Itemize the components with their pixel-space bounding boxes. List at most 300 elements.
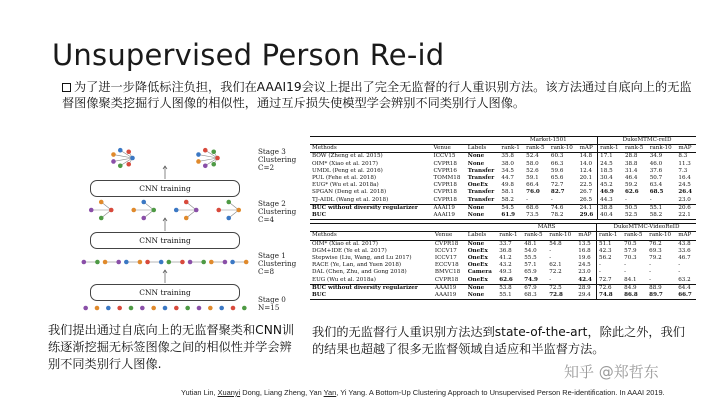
- table-cell: 46.9: [598, 189, 623, 196]
- table-cell: 52.4: [526, 153, 539, 160]
- table-cell: 66.3: [550, 160, 564, 167]
- table-cell: 66.4: [526, 182, 539, 189]
- table-cell: 70.5: [624, 240, 637, 247]
- table-cell: 46.0: [649, 160, 663, 167]
- reference-link-xuanyi: Xuanyi: [217, 388, 241, 397]
- cluster-node: [145, 260, 150, 265]
- table-cell: 78.2: [550, 212, 564, 219]
- cluster-node: [111, 152, 116, 157]
- table-cell: 17.1: [598, 153, 623, 161]
- zhihu-watermark: 知乎 @郑哲东: [564, 363, 659, 381]
- cluster-node: [103, 260, 108, 265]
- table-cell: CVPR16: [433, 167, 457, 174]
- table-cell: CVPR18: [433, 196, 457, 203]
- table-row: [310, 269, 696, 276]
- cluster-node: [226, 200, 231, 205]
- stage-1-label: Stage 1 Clustering C=8: [258, 251, 297, 277]
- table-cell: 68.3: [524, 292, 537, 299]
- group-header-3: MARS: [497, 224, 596, 232]
- table-cell: 26.5: [579, 196, 593, 203]
- cluster-node: [140, 306, 145, 311]
- table-cell: 46.4: [624, 175, 638, 182]
- table-cell: None: [467, 153, 485, 160]
- table-cell: 74.8: [597, 292, 623, 300]
- table-cell: 33.7: [499, 240, 512, 247]
- table-cell: 51.1: [597, 240, 623, 248]
- table-cell: -: [624, 269, 627, 276]
- cnn-training-box-1: CNN training: [90, 284, 240, 301]
- cluster-node: [151, 306, 156, 311]
- paper-reference: [181, 388, 665, 397]
- column-header: Venue: [433, 232, 466, 240]
- cluster-node: [89, 208, 94, 213]
- slide-title: Unsupervised Person Re-id: [52, 38, 445, 72]
- table-cell: OneEx: [467, 182, 488, 189]
- cluster-node: [203, 148, 208, 153]
- table-cell: 79.2: [649, 255, 662, 262]
- table-cell: 46.7: [678, 255, 691, 262]
- cluster-node: [82, 260, 87, 265]
- group-header-1: Market-1501: [499, 137, 597, 145]
- caption-left: 我们提出通过自底向上的无监督聚类和CNN训练逐渐挖掘无标签图像之间的相似性并学会辨别不同类别行人图像.: [48, 323, 295, 371]
- column-header: Methods: [310, 232, 433, 240]
- table-cell: 62.6: [624, 189, 639, 196]
- table-cell: 28.9: [576, 284, 596, 292]
- table-cell: 49.8: [501, 182, 514, 189]
- stage-3-label: Stage 3 Clustering C=2: [258, 147, 297, 173]
- table-cell: TOMM18: [433, 175, 461, 182]
- table-cell: 11.3: [678, 160, 691, 167]
- cluster-node: [231, 306, 236, 311]
- table-cell: 55.5: [524, 255, 537, 262]
- table-cell: Transfer: [467, 175, 495, 182]
- table-cell: 62.6: [499, 276, 513, 283]
- table-cell: 30.4: [598, 175, 623, 182]
- column-header: rank-5: [622, 232, 647, 240]
- table-cell: EUG (Wu et al. 2018a): [312, 276, 376, 283]
- table-cell: 54.5: [499, 204, 524, 212]
- table-cell: 54.0: [524, 247, 537, 254]
- table-cell: CVPR18: [434, 276, 459, 283]
- column-header: rank-5: [522, 232, 547, 240]
- cluster-node: [201, 260, 206, 265]
- cluster-node: [180, 260, 185, 265]
- cluster-node: [159, 260, 164, 265]
- cluster-node: [141, 216, 146, 221]
- table-market-duke: [310, 136, 696, 220]
- table-cell: DAL (Chen, Zhu, and Gong 2018): [312, 269, 407, 276]
- table-cell: CVPR18: [433, 189, 457, 196]
- table-cell: 52.6: [526, 167, 539, 174]
- column-header: Labels: [466, 232, 498, 240]
- column-header: mAP: [676, 232, 696, 240]
- table-cell: -: [649, 276, 652, 283]
- table-cell: AAAI19: [434, 292, 457, 299]
- table-cell: Camera: [467, 269, 492, 276]
- cluster-node: [130, 156, 135, 161]
- reference-link-yan: Yan: [323, 388, 337, 397]
- cluster-node: [203, 163, 208, 168]
- table-row: [310, 168, 696, 175]
- table-row: [310, 240, 696, 248]
- table-cell: 52.5: [624, 212, 638, 219]
- column-header: rank-10: [547, 232, 576, 240]
- table-cell: 59.1: [526, 175, 539, 182]
- table-cell: 42.4: [578, 276, 592, 283]
- table-cell: OneEx: [467, 255, 488, 262]
- stage-arrow: [163, 218, 167, 231]
- table-cell: AAAI19: [433, 284, 466, 292]
- table-cell: OIM* (Xiao et al. 2017): [312, 240, 378, 247]
- cluster-node: [197, 306, 202, 311]
- table-cell: 43.8: [678, 240, 691, 247]
- table-cell: 8.3: [678, 153, 688, 160]
- column-header: Venue: [432, 145, 466, 153]
- table-cell: 26.4: [678, 189, 693, 196]
- table-cell: -: [526, 196, 529, 203]
- table-cell: 34.5: [501, 167, 514, 174]
- table-cell: 57.1: [524, 262, 537, 269]
- cluster-node: [185, 306, 190, 311]
- cluster-node: [138, 260, 143, 265]
- table-cell: 88.9: [647, 284, 676, 292]
- table-cell: 76.0: [526, 189, 540, 196]
- bullet-paragraph: [62, 80, 692, 111]
- column-header: rank-5: [524, 145, 549, 153]
- table-cell: 38.0: [501, 160, 514, 167]
- table-cell: 38.8: [598, 204, 623, 212]
- table-cell: 48.1: [524, 240, 537, 247]
- cluster-node: [141, 200, 146, 205]
- table-cell: Transfer: [467, 167, 495, 174]
- table-cell: 53.8: [497, 284, 522, 292]
- cluster-node: [151, 208, 156, 213]
- table-cell: 89.7: [649, 292, 663, 299]
- cluster-node: [124, 260, 129, 265]
- table-cell: 58.0: [526, 160, 539, 167]
- cluster-node: [219, 306, 224, 311]
- table-cell: 50.5: [623, 204, 648, 212]
- column-header: Labels: [466, 145, 500, 153]
- cluster-node: [211, 149, 216, 154]
- table-row: [310, 197, 696, 205]
- cluster-node: [174, 306, 179, 311]
- table-cell: OneEx: [467, 247, 488, 254]
- table-cell: Transfer: [467, 196, 495, 203]
- cluster-node: [126, 149, 131, 154]
- table-cell: 63.4: [649, 182, 663, 189]
- table-cell: 14.8: [579, 153, 593, 160]
- table-cell: None: [467, 240, 485, 247]
- cluster-node: [95, 260, 100, 265]
- table-cell: ICCV17: [434, 255, 457, 262]
- table-cell: 74.6: [549, 204, 578, 212]
- table-cell: 56.2: [597, 255, 623, 262]
- table-row: [310, 292, 696, 300]
- cluster-node: [99, 200, 104, 205]
- cluster-node: [209, 260, 214, 265]
- table-cell: -: [678, 269, 681, 276]
- table-row: [310, 212, 696, 220]
- table-cell: 64.4: [676, 284, 696, 292]
- stage-2-label: Stage 2 Clustering C=4: [258, 199, 297, 225]
- table-cell: 57.9: [624, 247, 637, 254]
- table-cell: 24.1: [578, 204, 598, 212]
- stage-0-label: Stage 0 N=15: [258, 295, 286, 313]
- table-cell: 34.9: [649, 153, 663, 160]
- table-cell: 54.8: [549, 240, 562, 247]
- cluster-node: [226, 216, 231, 221]
- table-cell: 44.3: [598, 197, 623, 205]
- cluster-node: [188, 260, 193, 265]
- table-cell: -: [550, 196, 553, 203]
- table-cell: None: [467, 292, 485, 299]
- table-cell: 12.4: [579, 167, 593, 174]
- table-cell: ECCV18: [434, 262, 459, 269]
- table-cell: 36.8: [499, 247, 512, 254]
- table-cell: 24.5: [598, 161, 623, 168]
- table-cell: 67.9: [522, 284, 547, 292]
- cluster-node: [242, 306, 247, 311]
- table-cell: 65.6: [550, 175, 564, 182]
- table-cell: 50.7: [649, 175, 663, 182]
- table-row: [310, 284, 696, 292]
- table-cell: 73.5: [526, 212, 539, 219]
- table-cell: 82.7: [550, 189, 565, 196]
- table-cell: 74.9: [524, 276, 538, 283]
- table-cell: 86.8: [624, 292, 638, 299]
- cnn-training-box-2: CNN training: [90, 232, 240, 249]
- table-cell: 65.9: [524, 269, 537, 276]
- table-cell: RACE (Ye, Lan, and Yuen 2018): [312, 262, 402, 269]
- table-cell: 63.2: [678, 276, 691, 283]
- table-cell: SPGAN (Deng et al. 2018): [312, 189, 387, 196]
- column-header: mAP: [578, 145, 598, 153]
- table-cell: 23.0: [678, 196, 691, 203]
- table-row: [310, 204, 696, 212]
- table-cell: 33.6: [678, 247, 691, 254]
- table-cell: 16.8: [578, 247, 591, 254]
- table-row: [310, 277, 696, 285]
- table-cell: BMVC18: [434, 269, 461, 276]
- cluster-node: [208, 306, 213, 311]
- table-cell: None: [467, 212, 485, 219]
- cluster-node: [83, 306, 88, 311]
- table-cell: 37.6: [649, 167, 663, 174]
- table-cell: ICCV17: [434, 247, 457, 254]
- table-cell: 49.3: [499, 269, 512, 276]
- table-cell: CVPR18: [433, 182, 457, 189]
- bullet-text: 为了进一步降低标注负担，我们在AAAI19会议上提出了完全无监督的行人重识别方法。该方法通过自底向上的无监督图像聚类挖掘行人图像的相似性，通过互斥损失使模型学会辨别不同类别行人图像。: [62, 80, 692, 110]
- table-cell: 69.3: [649, 247, 662, 254]
- table-cell: 38.8: [624, 160, 638, 167]
- cluster-node: [236, 208, 241, 213]
- cluster-node: [116, 260, 121, 265]
- table-row: [310, 189, 696, 196]
- table-cell: -: [624, 262, 627, 269]
- column-header: rank-1: [497, 232, 522, 240]
- table-cell: -: [549, 255, 552, 262]
- table-cell: 72.6: [597, 284, 623, 292]
- table-cell: 20.6: [676, 204, 696, 212]
- table-cell: 72.5: [547, 284, 576, 292]
- table-cell: 59.2: [624, 182, 638, 189]
- column-header: rank-10: [549, 145, 578, 153]
- table-cell: None: [467, 160, 485, 167]
- column-header: rank-10: [647, 232, 676, 240]
- table-cell: 14.0: [579, 160, 593, 167]
- cluster-node: [131, 208, 136, 213]
- column-header: rank-5: [623, 145, 648, 153]
- cluster-node: [163, 306, 168, 311]
- cluster-node: [118, 148, 123, 153]
- column-header: rank-10: [648, 145, 677, 153]
- table-cell: None: [466, 284, 498, 292]
- table-cell: 7.3: [678, 167, 688, 174]
- table-cell: 55.1: [499, 292, 512, 299]
- table-cell: 66.7: [678, 292, 692, 299]
- cluster-node: [117, 306, 122, 311]
- table-cell: 20.1: [579, 175, 593, 182]
- table-cell: -: [624, 196, 627, 203]
- table-cell: 24.5: [578, 262, 591, 269]
- cluster-node: [244, 260, 249, 265]
- table-cell: 16.4: [678, 175, 691, 182]
- table-cell: 68.5: [649, 189, 664, 196]
- checkbox-bullet-icon: [62, 83, 71, 92]
- table-cell: 22.5: [579, 182, 593, 189]
- table-cell: OneEx: [467, 276, 488, 283]
- column-header: rank-1: [598, 145, 623, 153]
- cluster-node: [167, 260, 172, 265]
- table-cell: DGM+IDE (Ye et al. 2017): [312, 247, 387, 254]
- table-cell: 55.1: [648, 204, 677, 212]
- table-cell: CVPR18: [434, 240, 459, 247]
- cluster-node: [111, 159, 116, 164]
- table-cell: 84.1: [624, 276, 637, 283]
- table-cell: TJ-AIDL (Wang et al. 2018): [312, 196, 389, 203]
- table-cell: 22.1: [678, 212, 691, 219]
- table-cell: OneEx: [467, 262, 488, 269]
- table-cell: 13.5: [578, 240, 591, 247]
- group-header-4: DukeMTMC-VideoReID: [597, 224, 696, 232]
- table-cell: 18.5: [598, 168, 623, 175]
- table-cell: 72.7: [550, 182, 564, 189]
- table-cell: 26.7: [579, 189, 593, 196]
- table-cell: -: [649, 262, 652, 269]
- cluster-node: [223, 260, 228, 265]
- cluster-node: [184, 200, 189, 205]
- table-cell: 29.4: [578, 292, 591, 299]
- results-tables: [310, 136, 696, 300]
- reference-part-2: Dong, Liang Zheng, Yan: [240, 388, 324, 397]
- table-cell: 68.6: [524, 204, 549, 212]
- cluster-node: [99, 216, 104, 221]
- cnn-training-box-3: CNN training: [90, 180, 240, 197]
- table-cell: 59.6: [550, 167, 564, 174]
- cluster-node: [174, 208, 179, 213]
- table-row: [310, 248, 696, 255]
- table-cell: AAAI19: [432, 204, 466, 212]
- table-row: [310, 161, 696, 168]
- column-header: rank-1: [597, 232, 623, 240]
- table-cell: 40.4: [598, 212, 623, 220]
- table-cell: Stepwise (Liu, Wang, and Lu 2017): [312, 255, 412, 262]
- column-header: mAP: [576, 232, 596, 240]
- table-row: [310, 153, 696, 161]
- table-cell: Transfer: [467, 189, 495, 196]
- table-cell: -: [649, 196, 652, 203]
- table-cell: 28.8: [624, 153, 638, 160]
- column-header: rank-1: [499, 145, 524, 153]
- cluster-node: [126, 162, 131, 167]
- table-cell: 62.1: [549, 262, 562, 269]
- table-cell: -: [597, 269, 623, 276]
- stage-arrow: [163, 270, 167, 283]
- table-cell: 41.2: [499, 255, 512, 262]
- table-cell: 44.7: [501, 175, 514, 182]
- table-cell: 70.3: [624, 255, 637, 262]
- table-cell: 58.1: [501, 189, 514, 196]
- table-mars-dukevideo: [310, 223, 696, 300]
- table-cell: ICCV15: [433, 153, 456, 160]
- table-cell: UMDL (Peng et al. 2016): [312, 167, 383, 174]
- table-cell: -: [549, 276, 552, 283]
- table-cell: 58.2: [501, 196, 514, 203]
- table-cell: -: [549, 247, 552, 254]
- table-cell: BUC without diversity regularizer: [310, 204, 432, 212]
- table-cell: BUC: [312, 292, 327, 299]
- cluster-node: [109, 208, 114, 213]
- group-header-2: DukeMTMC-reID: [598, 137, 696, 145]
- cluster-node: [184, 216, 189, 221]
- table-cell: 72.8: [549, 292, 563, 299]
- table-cell: 72.7: [597, 277, 623, 285]
- cluster-node: [215, 156, 220, 161]
- table-cell: 60.3: [550, 153, 564, 160]
- cluster-node: [95, 306, 100, 311]
- table-cell: AAAI19: [433, 212, 455, 219]
- table-cell: OIM* (Xiao et al. 2017): [312, 160, 378, 167]
- cluster-node: [216, 208, 221, 213]
- table-cell: 43.2: [499, 262, 512, 269]
- table-cell: -: [597, 262, 623, 269]
- table-cell: 31.4: [624, 167, 638, 174]
- table-cell: 76.2: [649, 240, 662, 247]
- table-cell: CVPR18: [433, 160, 457, 167]
- cluster-node: [211, 162, 216, 167]
- reference-part-1: Yutian Lin,: [181, 388, 218, 397]
- column-header: Methods: [310, 145, 432, 153]
- cluster-node: [118, 163, 123, 168]
- table-cell: -: [649, 269, 652, 276]
- table-cell: 35.8: [501, 153, 514, 160]
- reference-part-3: , Yi Yang. A Bottom-Up Clustering Approach to Unsupervised Person Re-identification. In AAAI 2019.: [336, 388, 665, 397]
- table-cell: 24.5: [678, 182, 691, 189]
- stage-arrow: [163, 166, 167, 179]
- table-cell: None: [466, 204, 500, 212]
- table-cell: 58.2: [649, 212, 663, 219]
- table-cell: 84.9: [622, 284, 647, 292]
- column-header: mAP: [676, 145, 696, 153]
- table-cell: 61.9: [501, 212, 516, 219]
- table-cell: -: [678, 262, 681, 269]
- table-cell: EUG* (Wu et al. 2018a): [312, 182, 379, 189]
- cluster-node: [129, 306, 134, 311]
- table-cell: 72.2: [549, 269, 562, 276]
- cluster-node: [230, 260, 235, 265]
- table-cell: 19.6: [578, 255, 591, 262]
